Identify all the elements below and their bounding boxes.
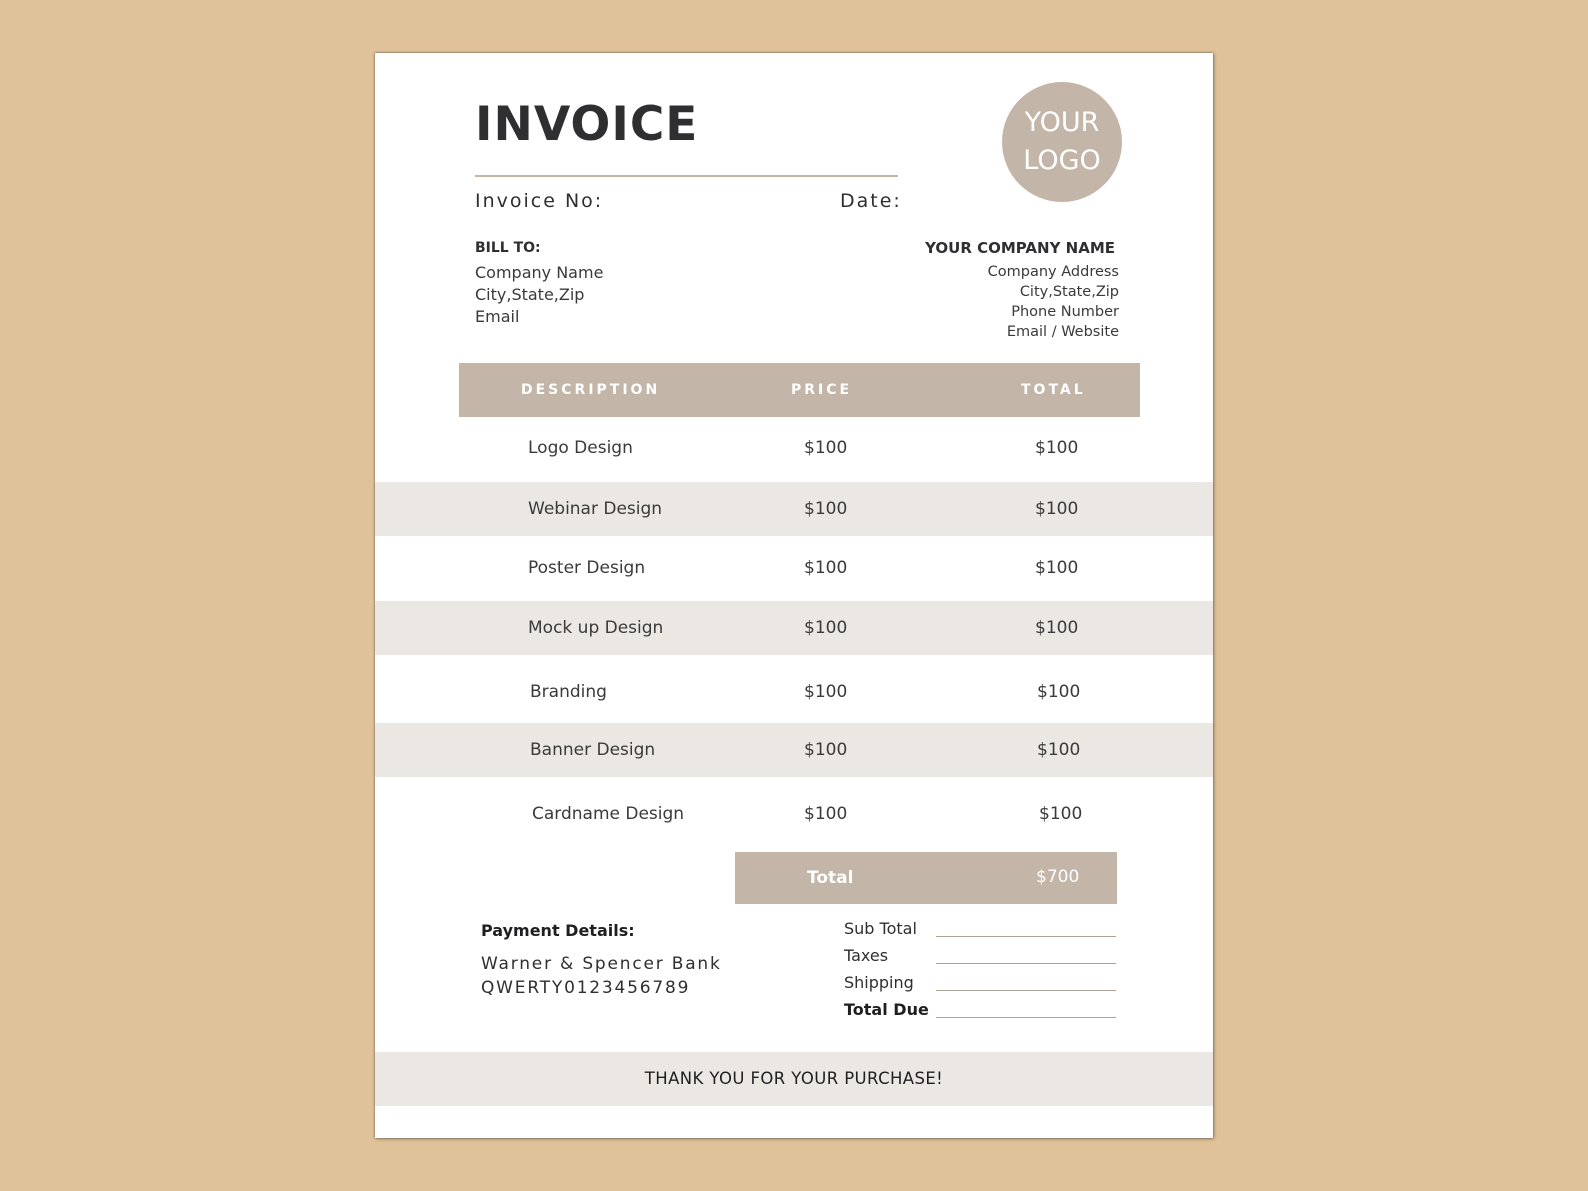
bill-to-company: Company Name xyxy=(475,263,604,282)
shipping-line xyxy=(936,990,1116,991)
sub-total-label: Sub Total xyxy=(844,919,917,938)
total-due-line xyxy=(936,1017,1116,1018)
shipping-label: Shipping xyxy=(844,973,914,992)
row-total: $100 xyxy=(1035,618,1079,638)
bill-to-email: Email xyxy=(475,307,520,326)
table-row xyxy=(375,601,1213,655)
company-phone: Phone Number xyxy=(1011,304,1119,320)
row-description: Mock up Design xyxy=(528,618,664,638)
row-price: $100 xyxy=(804,618,848,638)
bill-to-label: BILL TO: xyxy=(475,240,541,256)
table-header xyxy=(459,363,1140,417)
invoice-page xyxy=(375,53,1213,1138)
bill-to-details xyxy=(475,262,603,328)
payment-details-label: Payment Details: xyxy=(481,921,635,940)
invoice-title: INVOICE xyxy=(475,97,699,152)
header-total: TOTAL xyxy=(1021,382,1086,398)
row-price: $100 xyxy=(804,804,848,824)
company-city: City,State,Zip xyxy=(1019,284,1119,300)
logo-line-1: YOUR xyxy=(1024,107,1100,138)
company-address: Company Address xyxy=(987,264,1119,280)
total-due-label: Total Due xyxy=(844,1000,929,1019)
table-row xyxy=(375,482,1213,536)
row-description: Branding xyxy=(530,682,607,702)
taxes-label: Taxes xyxy=(844,946,889,965)
row-description: Logo Design xyxy=(528,438,633,458)
sub-total-line xyxy=(936,936,1116,937)
row-price: $100 xyxy=(804,740,848,760)
total-label: Total xyxy=(807,868,854,888)
total-value: $700 xyxy=(1036,867,1080,887)
row-description: Poster Design xyxy=(528,558,646,578)
logo-line-2: LOGO xyxy=(1023,145,1101,176)
account-number: QWERTY0123456789 xyxy=(481,978,691,998)
row-total: $100 xyxy=(1039,804,1083,824)
title-divider xyxy=(475,175,898,177)
date-label: Date: xyxy=(840,190,902,212)
invoice-number-label: Invoice No: xyxy=(475,190,604,212)
row-total: $100 xyxy=(1037,740,1081,760)
row-description: Webinar Design xyxy=(528,499,663,519)
row-total: $100 xyxy=(1037,682,1081,702)
table-row xyxy=(375,541,1213,595)
row-total: $100 xyxy=(1035,499,1079,519)
company-details xyxy=(988,262,1119,342)
logo-placeholder xyxy=(1002,82,1122,202)
table-row xyxy=(375,662,1213,716)
bank-name: Warner & Spencer Bank xyxy=(481,954,722,974)
total-band xyxy=(735,852,1117,904)
row-price: $100 xyxy=(804,558,848,578)
table-row xyxy=(375,787,1213,841)
taxes-line xyxy=(936,963,1116,964)
company-web: Email / Website xyxy=(1006,324,1119,340)
table-row xyxy=(375,417,1213,471)
row-description: Cardname Design xyxy=(532,804,685,824)
row-total: $100 xyxy=(1035,438,1079,458)
table-row xyxy=(375,723,1213,777)
header-description: DESCRIPTION xyxy=(521,382,661,398)
row-price: $100 xyxy=(804,682,848,702)
bill-to-city: City,State,Zip xyxy=(475,285,585,304)
row-description: Banner Design xyxy=(530,740,656,760)
company-name: YOUR COMPANY NAME xyxy=(925,239,1115,257)
thank-you-banner: THANK YOU FOR YOUR PURCHASE! xyxy=(375,1052,1213,1106)
row-price: $100 xyxy=(804,438,848,458)
header-price: PRICE xyxy=(791,382,853,398)
payment-details xyxy=(481,952,722,1000)
row-total: $100 xyxy=(1035,558,1079,578)
row-price: $100 xyxy=(804,499,848,519)
